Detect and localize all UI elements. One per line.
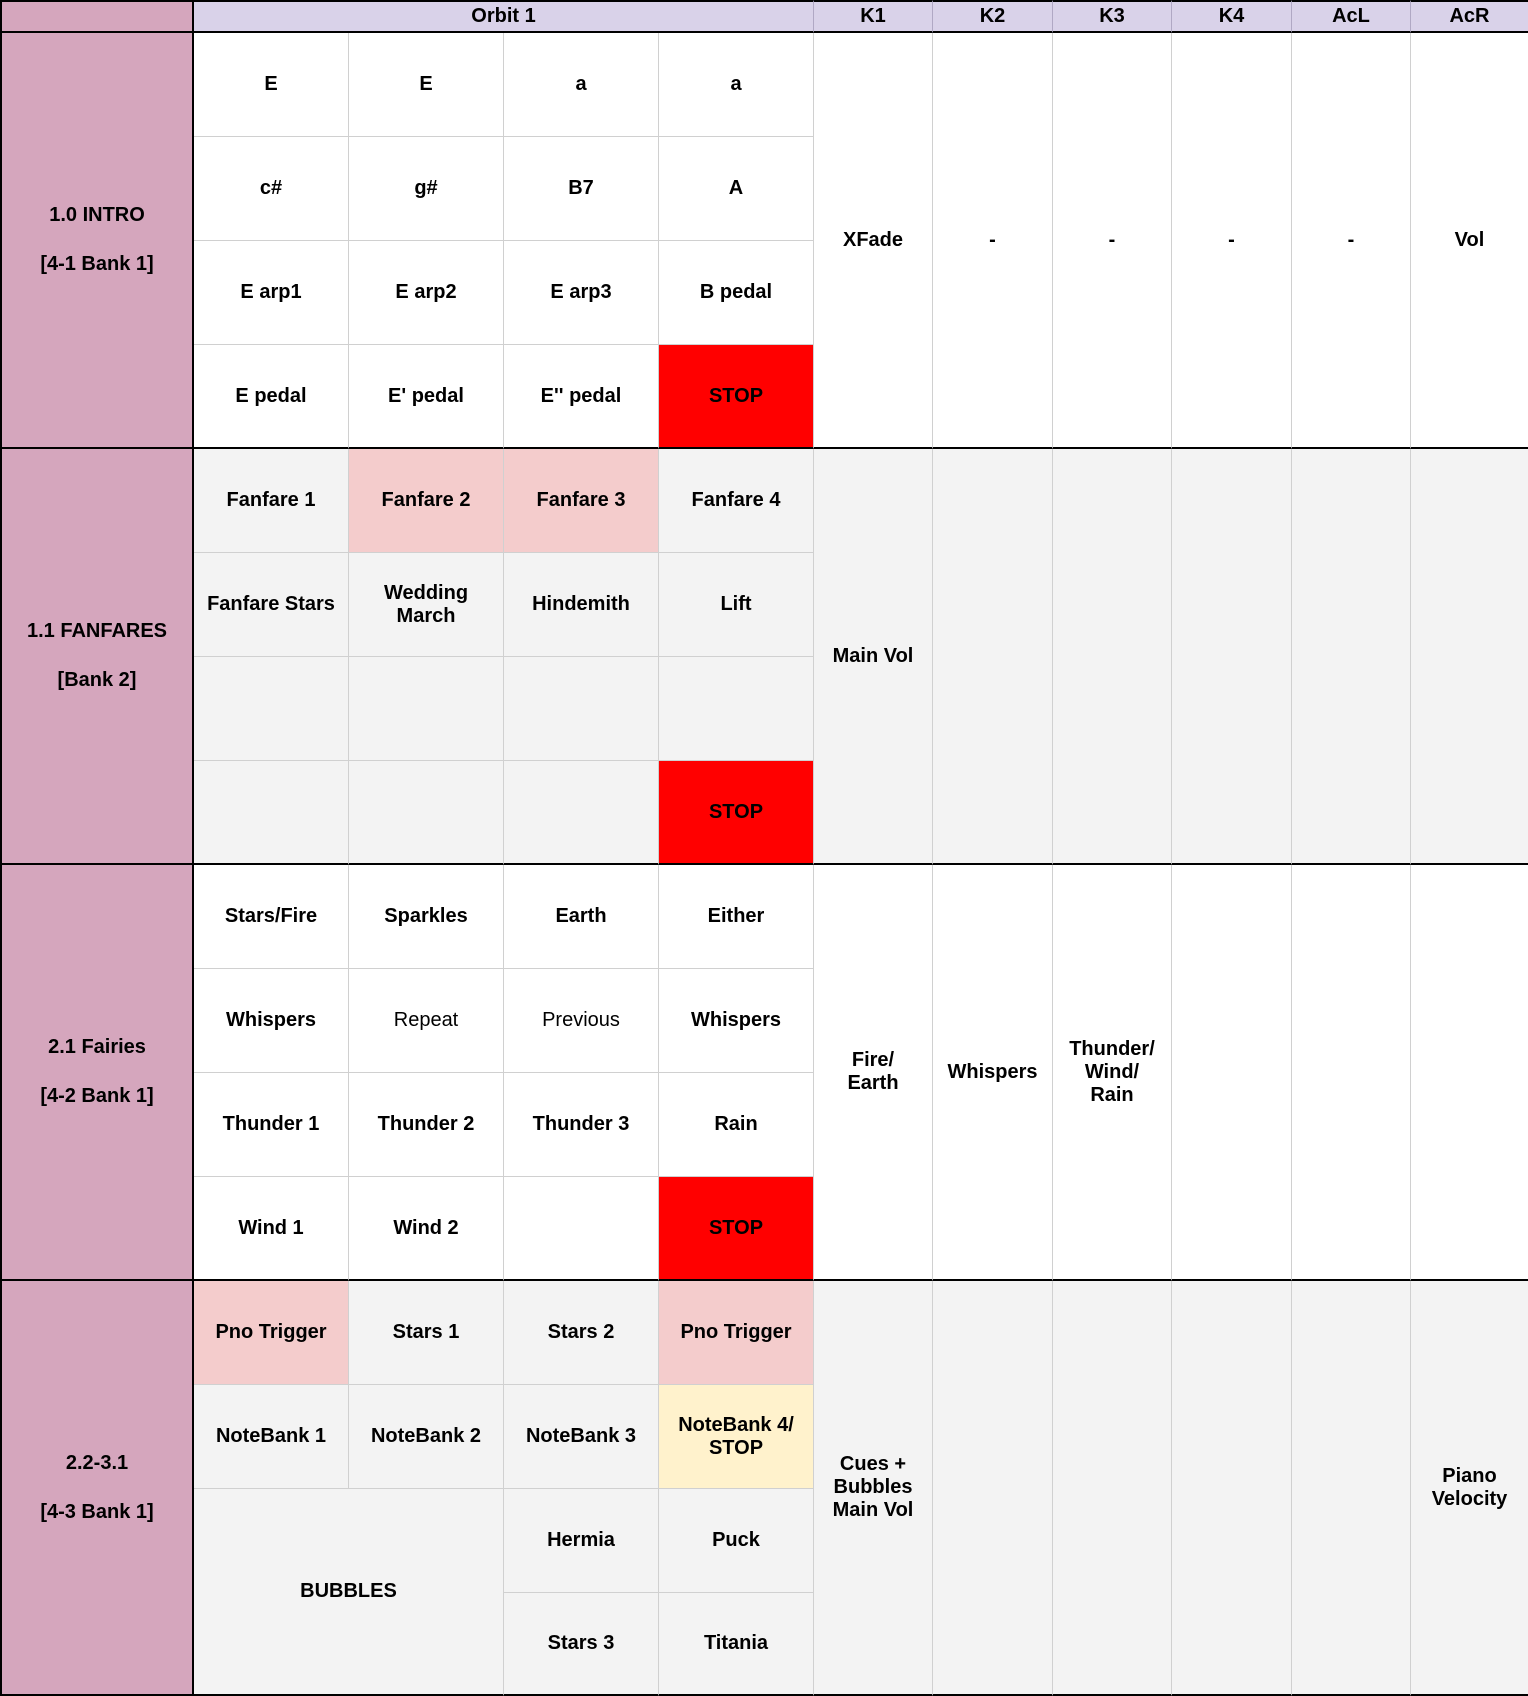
knob-k2-assignment bbox=[933, 1281, 1053, 1696]
pad[interactable]: Fanfare 3 bbox=[504, 449, 659, 553]
pad[interactable]: a bbox=[659, 33, 814, 137]
pad[interactable]: Wind 1 bbox=[194, 1177, 349, 1281]
pad[interactable]: E bbox=[194, 33, 349, 137]
knob-k2-assignment: Whispers bbox=[933, 865, 1053, 1281]
header-acl: AcL bbox=[1292, 0, 1411, 33]
knob-k3-assignment: - bbox=[1053, 33, 1172, 449]
knob-k4-assignment bbox=[1172, 1281, 1292, 1696]
acl-assignment: - bbox=[1292, 33, 1411, 449]
knob-k3-assignment bbox=[1053, 449, 1172, 865]
pad[interactable] bbox=[504, 761, 659, 865]
acr-assignment: Piano Velocity bbox=[1411, 1281, 1528, 1696]
header-acr: AcR bbox=[1411, 0, 1528, 33]
section-name: 2.2-3.1 bbox=[65, 1451, 129, 1474]
section-bank: [4-1 Bank 1] bbox=[40, 253, 154, 275]
pad[interactable]: Hindemith bbox=[504, 553, 659, 657]
pad[interactable]: Repeat bbox=[349, 969, 504, 1073]
pad[interactable]: Whispers bbox=[659, 969, 814, 1073]
pad[interactable]: Sparkles bbox=[349, 865, 504, 969]
pad[interactable]: Wind 2 bbox=[349, 1177, 504, 1281]
pad[interactable]: NoteBank 2 bbox=[349, 1385, 504, 1489]
pad[interactable] bbox=[194, 657, 349, 761]
knob-k4-assignment bbox=[1172, 865, 1292, 1281]
pad[interactable]: Fanfare 1 bbox=[194, 449, 349, 553]
pad[interactable]: B pedal bbox=[659, 241, 814, 345]
header-k4: K4 bbox=[1172, 0, 1292, 33]
section-name: 2.1 Fairies bbox=[48, 1036, 146, 1058]
pad[interactable]: g# bbox=[349, 137, 504, 241]
section-name: 1.0 INTRO bbox=[49, 204, 145, 226]
pad[interactable]: Thunder 1 bbox=[194, 1073, 349, 1177]
header-k3: K3 bbox=[1053, 0, 1172, 33]
acr-assignment bbox=[1411, 449, 1528, 865]
pad[interactable]: Previous bbox=[504, 969, 659, 1073]
knob-k3-assignment bbox=[1053, 1281, 1172, 1696]
knob-k2-assignment bbox=[933, 449, 1053, 865]
knob-k1-assignment: Fire/ Earth bbox=[814, 865, 933, 1281]
knob-k3-assignment: Thunder/ Wind/ Rain bbox=[1053, 865, 1172, 1281]
knob-k4-assignment: - bbox=[1172, 33, 1292, 449]
acl-assignment bbox=[1292, 1281, 1411, 1696]
header-k1: K1 bbox=[814, 0, 933, 33]
stop-pad[interactable]: STOP bbox=[659, 1177, 814, 1281]
pad[interactable]: Rain bbox=[659, 1073, 814, 1177]
pad[interactable] bbox=[194, 761, 349, 865]
pad[interactable] bbox=[659, 657, 814, 761]
section-bank: [Bank 2] bbox=[57, 669, 137, 691]
pad[interactable] bbox=[504, 1177, 659, 1281]
pad[interactable]: B7 bbox=[504, 137, 659, 241]
pad[interactable]: Thunder 3 bbox=[504, 1073, 659, 1177]
pad[interactable]: Pno Trigger bbox=[659, 1281, 814, 1385]
pad[interactable] bbox=[349, 761, 504, 865]
pad[interactable]: Titania bbox=[659, 1593, 814, 1696]
stop-pad[interactable]: STOP bbox=[659, 761, 814, 865]
pad[interactable]: E pedal bbox=[194, 345, 349, 449]
knob-k1-assignment: Cues + Bubbles Main Vol bbox=[814, 1281, 933, 1696]
stop-pad[interactable]: STOP bbox=[659, 345, 814, 449]
section-bank: [4-3 Bank 1] bbox=[40, 1500, 154, 1523]
pad[interactable]: E arp1 bbox=[194, 241, 349, 345]
section-label-intro bbox=[0, 33, 194, 449]
knob-k1-assignment: XFade bbox=[814, 33, 933, 449]
pad[interactable]: E bbox=[349, 33, 504, 137]
knob-k4-assignment bbox=[1172, 449, 1292, 865]
pad[interactable]: a bbox=[504, 33, 659, 137]
section-label-fairies bbox=[0, 865, 194, 1281]
header-k2: K2 bbox=[933, 0, 1053, 33]
pad[interactable]: E'' pedal bbox=[504, 345, 659, 449]
pad[interactable]: Stars 1 bbox=[349, 1281, 504, 1385]
knob-k1-assignment: Main Vol bbox=[814, 449, 933, 865]
pad[interactable]: Pno Trigger bbox=[194, 1281, 349, 1385]
pad[interactable]: Wedding March bbox=[349, 553, 504, 657]
pad[interactable]: Fanfare Stars bbox=[194, 553, 349, 657]
pad[interactable]: E arp2 bbox=[349, 241, 504, 345]
acl-assignment bbox=[1292, 449, 1411, 865]
pad[interactable]: Thunder 2 bbox=[349, 1073, 504, 1177]
header-orbit: Orbit 1 bbox=[194, 0, 814, 33]
pad[interactable]: Stars 3 bbox=[504, 1593, 659, 1696]
pad[interactable]: Stars 2 bbox=[504, 1281, 659, 1385]
pad[interactable]: Whispers bbox=[194, 969, 349, 1073]
pad[interactable]: Fanfare 4 bbox=[659, 449, 814, 553]
pad[interactable]: Either bbox=[659, 865, 814, 969]
pad[interactable]: Puck bbox=[659, 1489, 814, 1593]
pad[interactable]: c# bbox=[194, 137, 349, 241]
section-bank: [4-2 Bank 1] bbox=[40, 1085, 154, 1107]
knob-k2-assignment: - bbox=[933, 33, 1053, 449]
pad[interactable] bbox=[504, 657, 659, 761]
pad[interactable]: Stars/Fire bbox=[194, 865, 349, 969]
pad[interactable]: Earth bbox=[504, 865, 659, 969]
bubbles-pad-block[interactable]: BUBBLES bbox=[194, 1489, 504, 1696]
pad[interactable]: Lift bbox=[659, 553, 814, 657]
section-name: 1.1 FANFARES bbox=[26, 620, 168, 642]
pad[interactable]: NoteBank 4/ STOP bbox=[659, 1385, 814, 1489]
section-label-fanfares bbox=[0, 449, 194, 865]
pad[interactable]: NoteBank 3 bbox=[504, 1385, 659, 1489]
pad[interactable]: Fanfare 2 bbox=[349, 449, 504, 553]
pad[interactable]: NoteBank 1 bbox=[194, 1385, 349, 1489]
pad[interactable] bbox=[349, 657, 504, 761]
pad[interactable]: E arp3 bbox=[504, 241, 659, 345]
acr-assignment: Vol bbox=[1411, 33, 1528, 449]
pad[interactable]: Hermia bbox=[504, 1489, 659, 1593]
acr-assignment bbox=[1411, 865, 1528, 1281]
section-label-2-2-3-1 bbox=[0, 1281, 194, 1696]
pad[interactable]: E' pedal bbox=[349, 345, 504, 449]
header-corner bbox=[0, 0, 194, 33]
acl-assignment bbox=[1292, 865, 1411, 1281]
pad[interactable]: A bbox=[659, 137, 814, 241]
